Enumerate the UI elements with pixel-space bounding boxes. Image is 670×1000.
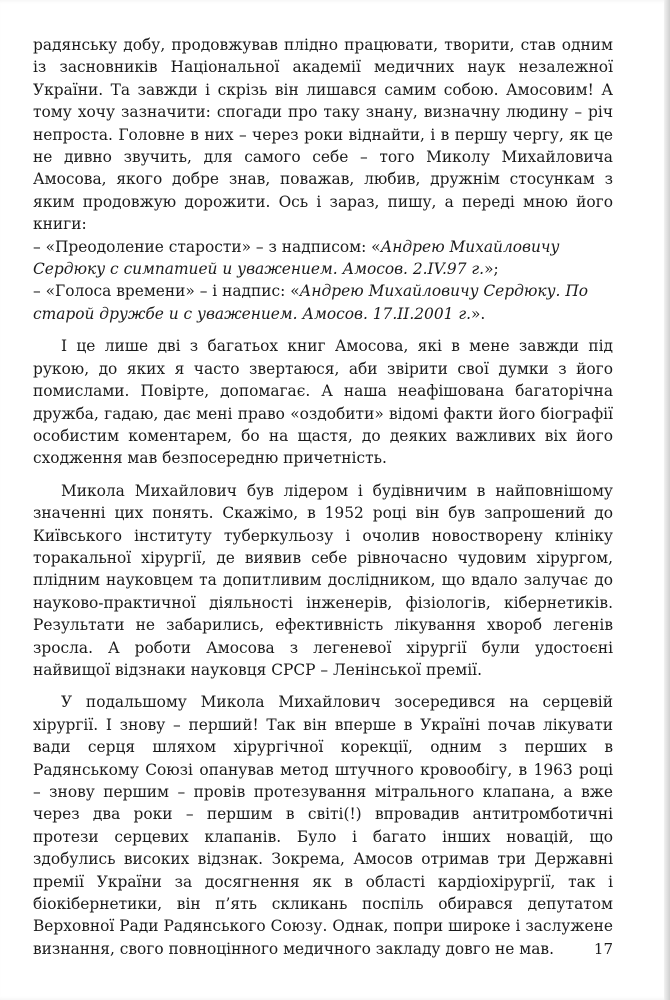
inscription-2-prefix: – «Голоса времени» – і надпис: «	[33, 282, 300, 301]
page-edge-shadow	[664, 0, 670, 1000]
paragraph-4: У подальшому Микола Михайлович зосередився на серцевій хірургії. І знову – перший! Так він вперше в Україні почав лікувати вади серця шляхом хірургічної корекції, одним з перших в Радянському Союзі опанував метод штучного кровообігу, в 1963 році – знову першим – провів протезування мітрального клапана, а вже через два роки – першим в світі(!) впровадив антитромботичні протези серцевих клапанів. Було і багато інших новацій, що здобулись високих відзнак. Зокрема, Амосов отримав три Державні премії України за досягнення як в області кардіохірургії, так і біокібернетики, він п’ять скликань поспіль обирався депутатом Верховної Ради Радянського Союзу. Однак, попри широке і заслужене визнання, свого повноцінного медичного закладу довго не мав.	[33, 693, 613, 958]
body-text	[33, 34, 613, 960]
inscription-1-text: Андрею Михайловичу Сердюку с симпатией и уважением. Амосов. 2.IV.97 г.	[33, 237, 560, 279]
inscription-2-suffix: ».	[471, 304, 486, 323]
paragraph-1: радянську добу, продовжував плідно працювати, творити, став одним із засновників Національної академії медичних наук незалежної України. Та завжди і скрізь він лишався самим собою. Амосовим! А тому хочу зазначити: спогади про таку знану, визначну людину – річ непроста. Головне в них – через роки віднайти, і в першу чергу, як це не дивно звучить, для самого себе – того Миколу Михайловича Амосова, якого добре знав, поважав, любив, дружнім стосункам з яким продовжую дорожити. Ось і зараз, пишу, а переді мною його книги:	[33, 36, 613, 234]
paragraph-2: І це лише дві з багатьох книг Амосова, які в мене завжди під рукою, до яких я часто звертаюся, аби звірити свої думки з його помислами. Повірте, допомагає. А наша неафішована багаторічна дружба, гадаю, дає мені право «оздобити» відомі факти його біографії особистим коментарем, бо на щастя, до деяких важливих віх його сходження мав безпосередню причетність.	[33, 337, 613, 468]
inscription-2-text: Андрею Михайловичу Сердюку. По старой дружбе и с уважением. Амосов. 17.II.2001 г.	[33, 282, 589, 323]
inscription-1-suffix: »;	[484, 260, 499, 279]
inscription-2	[33, 280, 613, 325]
inscription-1	[33, 236, 613, 281]
inscription-1-prefix: – «Преодоление старости» – з надписом: «	[33, 237, 381, 256]
paragraph-3: Микола Михайлович був лідером і будівничим в найповнішому значенні цих понять. Скажімо, в 1952 році він був запрошений до Київського інституту туберкульозу і очолив новостворену клініку торакальної хірургії, де виявив себе рівночасно чудовим хірургом, плідним науковцем та допитливим дослідником, що вдало залучає до науково-практичної діяльності інженерів, фізіологів, кібернетиків. Результати не забарились, ефективність лікування хвороб легенів зросла. А роботи Амосова з легеневої хірургії були удостоєні найвищої відзнаки науковця СРСР – Ленінської премії.	[33, 481, 613, 679]
page-number: 17	[593, 940, 613, 958]
